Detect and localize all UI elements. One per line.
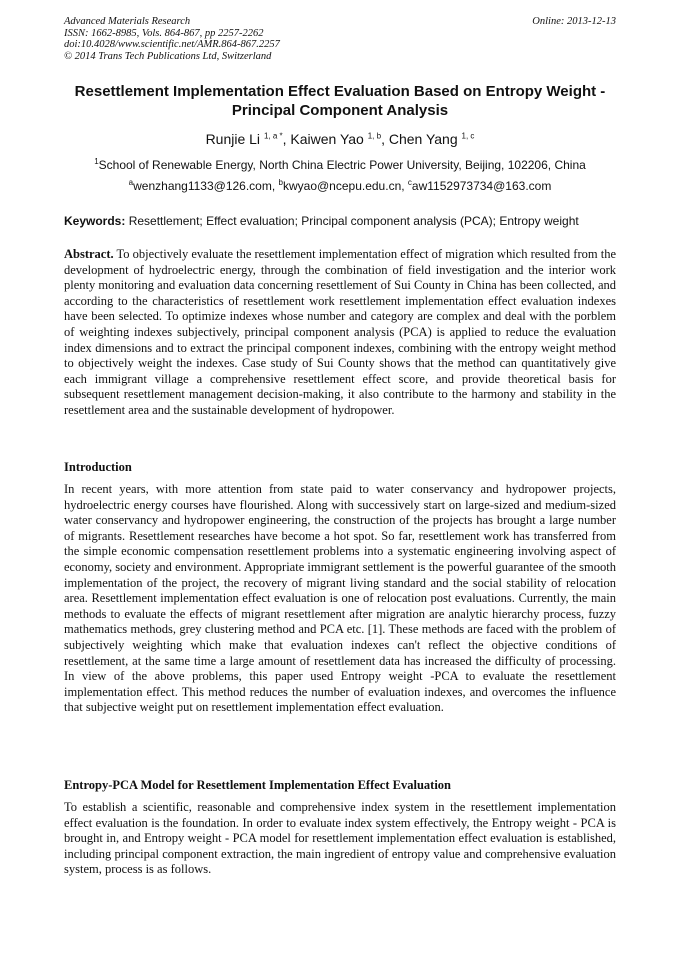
author-name: Runjie Li xyxy=(205,131,261,147)
author-list: Runjie Li $^{1, a *}$, Kaiwen Yao $^{1, b}$, Chen Yang $^{1, c}$ xyxy=(205,131,475,147)
email-marker: a xyxy=(128,178,134,187)
email-link[interactable]: wenzhang1133@126.com xyxy=(133,179,272,193)
journal-name: Advanced Materials Research xyxy=(64,16,191,27)
section-heading-entropy-pca: Entropy-PCA Model for Resettlement Implementation Effect Evaluation xyxy=(64,778,451,792)
copyright-line: © 2014 Trans Tech Publications Ltd, Switzerland xyxy=(64,50,272,62)
keywords-label: Keywords: xyxy=(64,214,126,228)
section-text-introduction: In recent years, with more attention from state paid to water conservancy and hydropower projects, hydroelectric energy courses have flourished. Along with successively start on large-sized and medium-sized water conservancy and hydropower engineering, the construction of the projects has brought a large number of migrants. Resettlement researches have become a hot spot. So far, resettlement work has transferred from the simple economic compensation resettlement problems into a systematic engineering involving aspect of economy, society and environment. Appropriate immigrant settlement is the powerful guarantee of the smooth implementation of the project, the recovery of migrant living standard and the social stability of relocation area. Resettlement implementation effect evaluation is one of relocation post evaluations. Currently, the main methods to evaluate the effects of migrant resettlement after migration are analytic hierarchy process, fuzzy mathematics methods, grey clustering method and PCA etc. [1]. These methods are faced with the problem of subjectively weighting which make that evaluation indexes can't reflect the objective conditions of resettlement, at the same time a large amount of resettlement data has increased the difficulty of processing. In view of the above problems, this paper used Entropy weight -PCA to evaluate the resettlement implementation effect. This method reduces the number of evaluation indexes, and overcomes the influence that subjective weight put on resettlement implementation effect evaluation. xyxy=(64,482,616,715)
affiliation-text: School of Renewable Energy, North China Electric Power University, Beijing, 102206, China xyxy=(98,158,586,172)
email-marker: b xyxy=(278,178,283,187)
abstract-text: To objectively evaluate the resettlement implementation effect of migration which resulted from the development of hydroelectric energy, through the combination of field investigation and the interior work plenty monitoring and evaluation data concerning resettlement of Sui County in China has been collected, and according to the characteristics of resettlement work resettlement implementation effect evaluation indexes have been selected. To optimize indexes whose number and category are complex and deal with the porblem of weighting indexes subjectively, principal component analysis (PCA) is applied to reduce the evaluation index dimensions and to extract the principal component indexes, combining with the entropy weight method to objectively weight the indexes. Case study of Sui County shows that the method can quantitatively give each immigrant village a comprehensive resettlement effect score, and provide theoretical basis for subsequent resettlement management decision-making, it also contribute to the harmony and stability in the resettlement area and the sustainable development of hydropower. xyxy=(64,247,616,417)
issn-line: ISSN: 1662-8985, Vols. 864-867, pp 2257-2262 xyxy=(64,27,264,39)
abstract-label: Abstract. xyxy=(64,247,114,261)
author-name: Chen Yang xyxy=(388,131,458,147)
author-marker: 1, b xyxy=(367,131,382,141)
keywords-text: Resettlement; Effect evaluation; Principal component analysis (PCA); Entropy weight xyxy=(128,214,579,228)
section-text-entropy-pca: To establish a scientific, reasonable and comprehensive index system in the resettlement implementation effect evaluation is the foundation. In order to evaluate index system effectively, the Entropy weight - PCA is brought in, and Entropy weight - PCA model for resettlement implementation effect evaluation is established, including principal component extraction, the main ingredient of entropy value and comprehensive evaluation system, process is as follows. xyxy=(64,800,616,877)
email-link[interactable]: aw1152973734@163.com xyxy=(411,179,552,193)
affiliation xyxy=(64,158,616,173)
email-link[interactable]: kwyao@ncepu.edu.cn xyxy=(282,179,402,193)
paper-title: Resettlement Implementation Effect Evaluation Based on Entropy Weight - Principal Component Analysis xyxy=(74,83,606,119)
keywords xyxy=(64,214,616,229)
section-heading-introduction: Introduction xyxy=(64,460,132,474)
doi-line: doi:10.4028/www.scientific.net/AMR.864-867.2257 xyxy=(64,39,280,50)
author-marker: 1, a * xyxy=(263,131,283,141)
abstract xyxy=(64,247,616,419)
author-marker: 1, c xyxy=(461,131,475,141)
author-name: Kaiwen Yao xyxy=(290,131,364,147)
email-list: $^a$wenzhang1133@126.com, $^b$kwyao@ncepu.edu.cn, $^c$aw1152973734@163.com xyxy=(128,178,552,193)
affiliation-marker: 1 xyxy=(94,157,99,166)
online-date: Online: 2013-12-13 xyxy=(532,16,616,27)
email-marker: c xyxy=(407,178,412,187)
journal-header xyxy=(64,16,616,62)
